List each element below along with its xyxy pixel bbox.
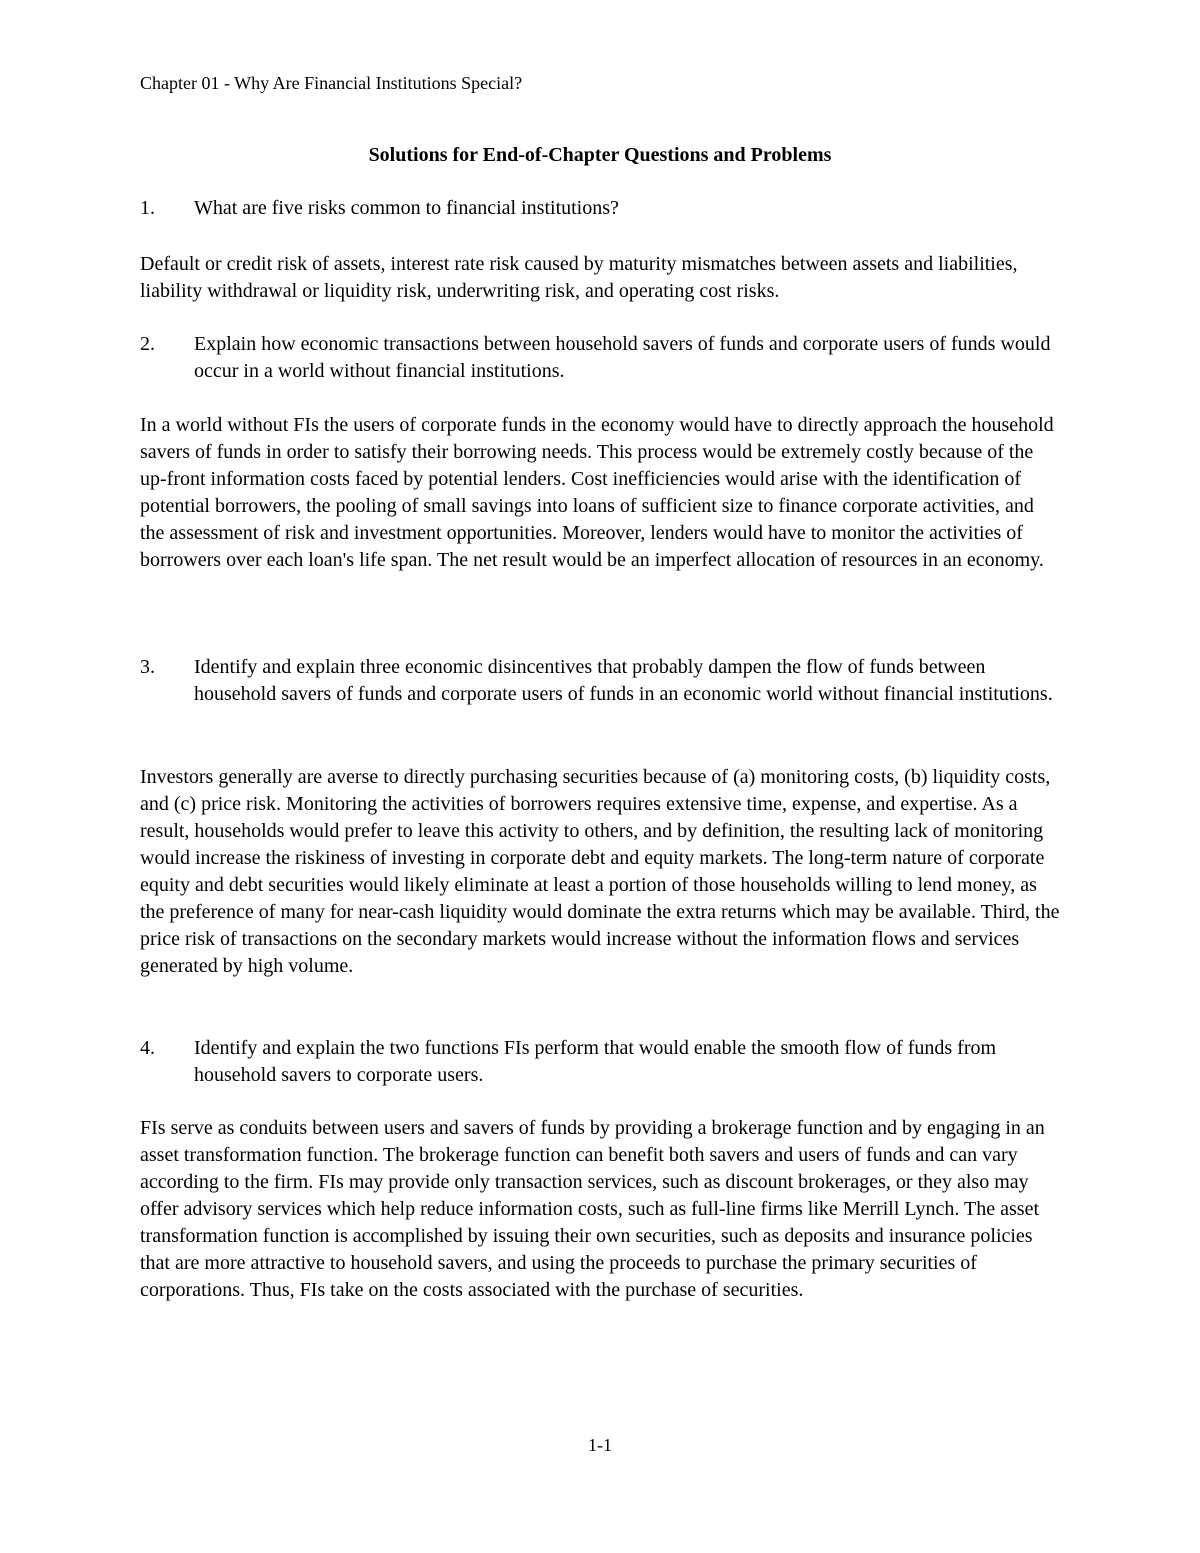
question-number: 2. (140, 333, 155, 355)
page-number: 1-1 (588, 1435, 612, 1455)
question-number: 4. (140, 1037, 155, 1059)
answer-1: Default or credit risk of assets, interest rate risk caused by maturity mismatches between assets and liabilities, liability withdrawal or liquidity risk, underwriting risk, and operating cost risks. (140, 253, 1018, 302)
question-1 (140, 195, 1060, 222)
question-4 (140, 1035, 1060, 1089)
running-header: Chapter 01 - Why Are Financial Institutions Special? (140, 73, 523, 93)
answer-3: Investors generally are averse to directly purchasing securities because of (a) monitoring costs, (b) liquidity costs, and (c) price risk. Monitoring the activities of borrowers requires extensive time, expense, and expertise. As a result, households would prefer to leave this activity to others, and by definition, the resulting lack of monitoring would increase the riskiness of investing in corporate debt and equity markets. The long-term nature of corporate equity and debt securities would likely eliminate at least a portion of those households willing to lend money, as the preference of many for near-cash liquidity would dominate the extra returns which may be available. Third, the price risk of transactions on the secondary markets would increase without the information flows and services generated by high volume. (140, 766, 1060, 977)
page-title: Solutions for End-of-Chapter Questions and Problems (368, 144, 832, 166)
answer-4: FIs serve as conduits between users and savers of funds by providing a brokerage function and by engaging in an asset transformation function. The brokerage function can benefit both savers and users of funds and can vary according to the firm. FIs may provide only transaction services, such as discount brokerages, or they also may offer advisory services which help reduce information costs, such as full-line firms like Merrill Lynch. The asset transformation function is accomplished by issuing their own securities, such as deposits and insurance policies that are more attractive to household savers, and using the proceeds to purchase the primary securities of corporations. Thus, FIs take on the costs associated with the purchase of securities. (140, 1117, 1045, 1301)
question-text: Identify and explain the two functions FIs perform that would enable the smooth flow of funds from household savers to corporate users. (194, 1037, 997, 1086)
question-2 (140, 331, 1060, 385)
question-text: Identify and explain three economic disincentives that probably dampen the flow of funds between household savers of funds and corporate users of funds in an economic world without financial institutions. (194, 656, 1053, 705)
answer-2: In a world without FIs the users of corporate funds in the economy would have to directly approach the household savers of funds in order to satisfy their borrowing needs. This process would be extremely costly because of the up-front information costs faced by potential lenders. Cost inefficiencies would arise with the identification of potential borrowers, the pooling of small savings into loans of sufficient size to finance corporate activities, and the assessment of risk and investment opportunities. Moreover, lenders would have to monitor the activities of borrowers over each loan's life span. The net result would be an imperfect allocation of resources in an economy. (140, 414, 1054, 571)
question-text: Explain how economic transactions between household savers of funds and corporate users of funds would occur in a world without financial institutions. (194, 333, 1051, 382)
question-text: What are five risks common to financial institutions? (194, 197, 619, 219)
question-number: 1. (140, 197, 155, 219)
question-3 (140, 654, 1060, 708)
question-number: 3. (140, 656, 155, 678)
